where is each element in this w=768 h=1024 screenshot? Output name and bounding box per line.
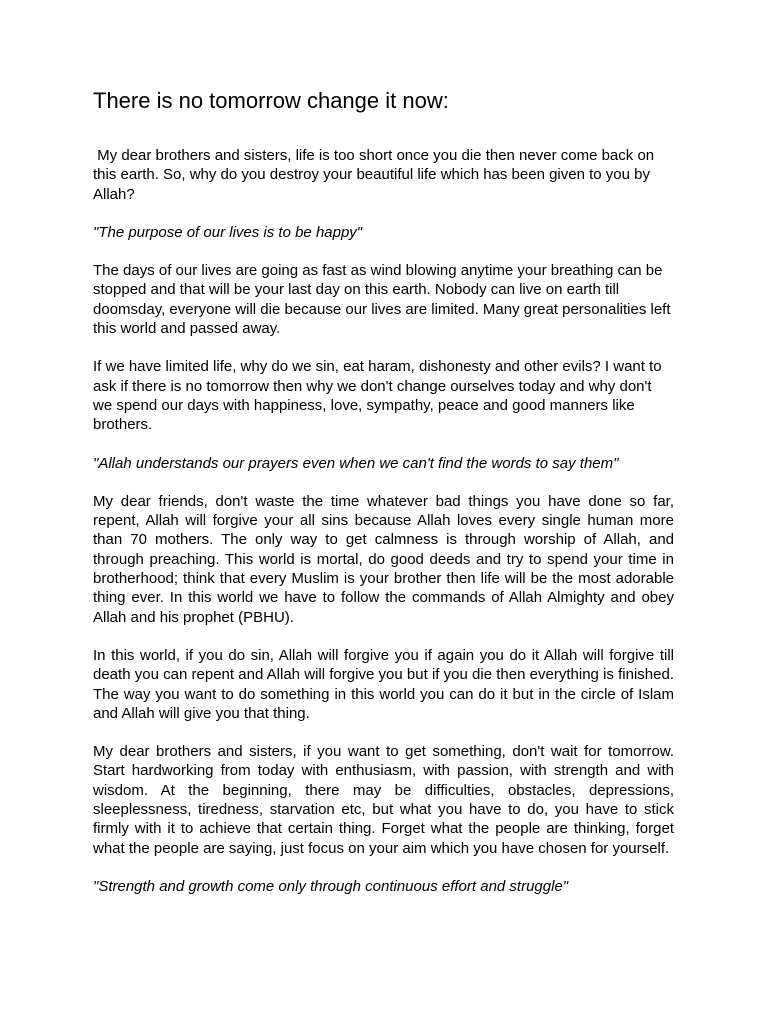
quote-purpose: "The purpose of our lives is to be happy"	[93, 223, 363, 241]
quote-prayers: "Allah understands our prayers even when we can't find the words to say them"	[93, 454, 619, 472]
intro-paragraph: My dear brothers and sisters, life is too short once you die then never come back on this earth. So, why do you destroy your beautiful life which has been given to you by Allah?	[93, 147, 659, 203]
paragraph-limited-life: If we have limited life, why do we sin, eat haram, dishonesty and other evils? I want to ask if there is no tomorrow then why we don't change ourselves today and why don't we spend our days with happiness, love, sympathy, peace and good manners like brothers.	[93, 358, 662, 434]
paragraph-days-of-lives: The days of our lives are going as fast as wind blowing anytime your breathing can be stopped and that will be your last day on this earth. Nobody can live on earth till doomsday, everyone will die because our lives are limited. Many great personalities left this world and passed away.	[93, 262, 671, 338]
paragraph-dear-friends: My dear friends, don't waste the time whatever bad things you have done so far, repent, Allah will forgive your all sins because Allah loves every single human more than 70 mothers. The only way to get calmness is through worship of Allah, and through preaching. This world is mortal, do good deeds and try to spend your time in brotherhood; think that every Muslim is your brother then life will be the most adorable thing ever. In this world we have to follow the commands of Allah Almighty and obey Allah and his prophet (PBHU).	[93, 492, 674, 626]
quote-strength: "Strength and growth come only through continuous effort and struggle"	[93, 877, 569, 895]
document-page	[93, 86, 674, 915]
paragraph-hardworking: My dear brothers and sisters, if you want to get something, don't wait for tomorrow. Start hardworking from today with enthusiasm, with passion, with strength and with wisdom. At the beginning, there may be difficulties, obstacles, depressions, sleeplessness, tiredness, starvation etc, but what you have to do, you have to stick firmly with it to achieve that certain thing. Forget what the people are thinking, forget what the people are saying, just focus on your aim which you have chosen for yourself.	[93, 743, 674, 857]
document-title: There is no tomorrow change it now:	[93, 88, 449, 113]
paragraph-forgiveness: In this world, if you do sin, Allah will forgive you if again you do it Allah will forgive till death you can repent and Allah will forgive you but if you die then everything is finished. The way you want to do something in this world you can do it but in the circle of Islam and Allah will give you that thing.	[93, 646, 674, 722]
